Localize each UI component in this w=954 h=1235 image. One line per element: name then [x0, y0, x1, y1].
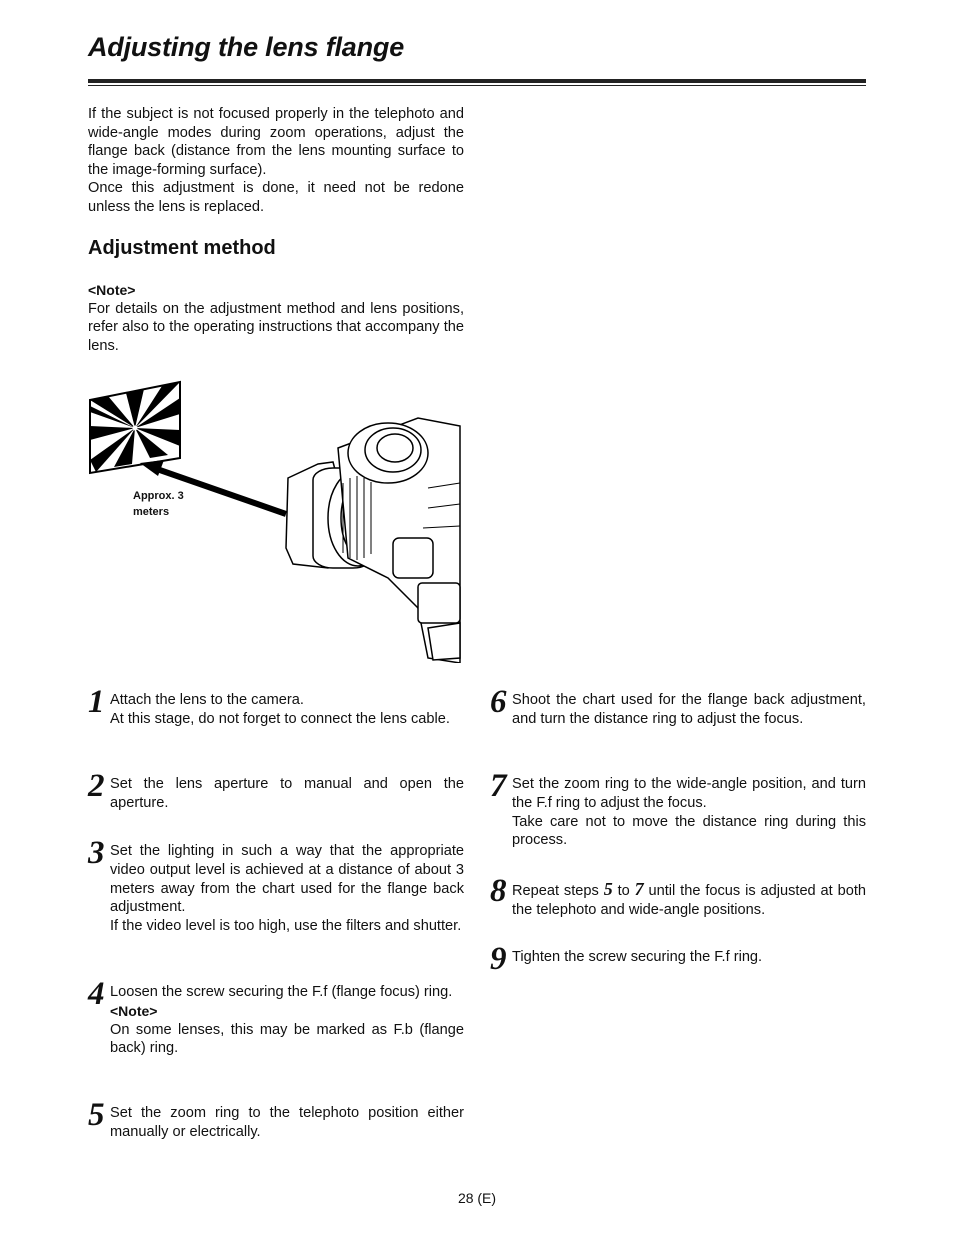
step-number: 3	[88, 835, 105, 871]
camera-chart-illustration	[88, 378, 464, 663]
step-number: 4	[88, 976, 105, 1012]
step-3	[88, 835, 464, 936]
step-text: Set the lens aperture to manual and open the aperture.	[110, 776, 464, 811]
page-number: 28 (E)	[457, 1190, 497, 1206]
step-reference: 7	[634, 879, 644, 899]
note-label: <Note>	[88, 282, 136, 298]
step-text: Attach the lens to the camera.	[110, 692, 304, 708]
step-text: Shoot the chart used for the flange back adjustment, and turn the distance ring to adjust the focus.	[512, 692, 866, 727]
step-text-part: until the focus is adjusted at both the telephoto and wide-angle positions.	[512, 883, 866, 918]
step-4	[88, 976, 464, 1058]
step-8	[490, 873, 866, 920]
step-text-part: to	[612, 883, 635, 899]
distance-label-line-1: Approx. 3	[133, 490, 184, 502]
section-heading: Adjustment method	[88, 237, 276, 259]
step-text: Tighten the screw securing the F.f ring.	[512, 949, 763, 965]
intro-text-2: Once this adjustment is done, it need not be redone unless the lens is replaced.	[88, 180, 464, 215]
step-number: 2	[88, 768, 105, 804]
step-number: 5	[88, 1097, 105, 1133]
step-9	[490, 941, 866, 977]
step-1	[88, 684, 464, 729]
step-text: Set the zoom ring to the telephoto position either manually or electrically.	[110, 1105, 464, 1140]
step-5	[88, 1097, 464, 1142]
distance-label-line-2: meters	[133, 506, 170, 518]
camera-illustration	[286, 418, 460, 663]
step-number: 8	[490, 873, 507, 909]
step-2	[88, 768, 464, 813]
step-text: Set the lighting in such a way that the appropriate video output level is achieved at a distance of about 3 meters away from the chart used for the flange back adjustment.	[110, 843, 464, 916]
distance-label	[133, 488, 184, 520]
step-6	[490, 684, 866, 729]
step-number: 1	[88, 684, 105, 720]
step-text	[512, 880, 866, 920]
title-rule-thin	[88, 85, 866, 86]
siemens-star-chart	[90, 382, 180, 473]
note-block	[88, 281, 464, 355]
step-text: At this stage, do not forget to connect the lens cable.	[110, 710, 450, 727]
step-text: Set the zoom ring to the wide-angle position, and turn the F.f ring to adjust the focus.	[512, 776, 866, 811]
step-number: 6	[490, 684, 507, 720]
step-7	[490, 768, 866, 850]
page-title: Adjusting the lens flange	[88, 32, 405, 62]
step-note-label: <Note>	[110, 1002, 158, 1019]
step-text: Loosen the screw securing the F.f (flange focus) ring.	[110, 984, 453, 1000]
step-text: Take care not to move the distance ring during this process.	[512, 813, 866, 849]
note-text: For details on the adjustment method and lens positions, refer also to the operating instructions that accompany the lens.	[88, 300, 464, 354]
intro-paragraph	[88, 105, 464, 217]
step-reference: 5	[603, 879, 613, 899]
intro-text-1: If the subject is not focused properly in the telephoto and wide-angle modes during zoom operations, adjust the flange back (distance from the lens mounting surface to the image-forming surface).	[88, 106, 464, 178]
title-rule-thick	[88, 79, 866, 83]
step-note-text: On some lenses, this may be marked as F.b (flange back) ring.	[110, 1021, 464, 1057]
step-number: 7	[490, 768, 507, 804]
step-text-part: Repeat steps	[512, 883, 604, 899]
step-number: 9	[490, 941, 507, 977]
lens-adjustment-figure	[88, 378, 464, 663]
step-text: If the video level is too high, use the filters and shutter.	[110, 918, 462, 935]
